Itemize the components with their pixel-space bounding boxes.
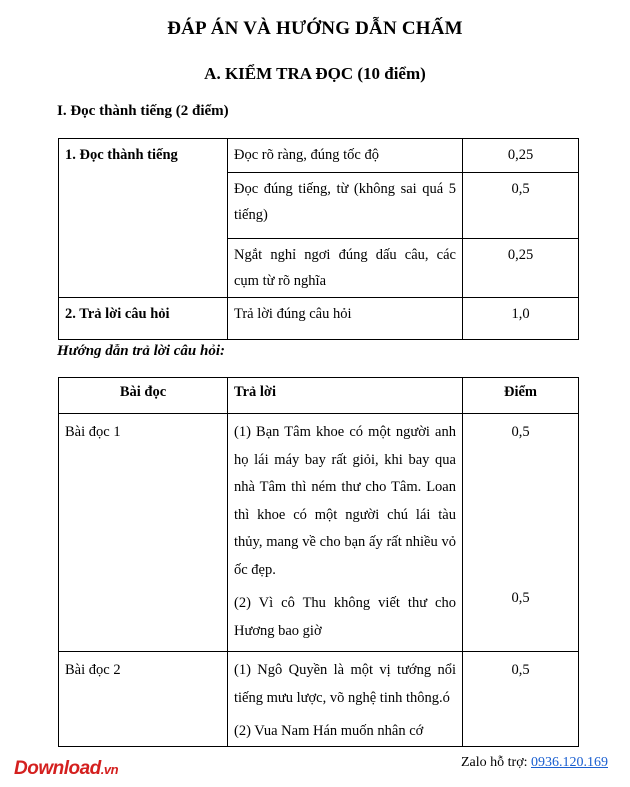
answer-cell: [228, 652, 463, 747]
score-cell: [463, 652, 579, 747]
table-row: [59, 652, 579, 747]
answer-guide-table: [58, 377, 579, 747]
table-row: [59, 298, 579, 340]
header-answer: Trả lời: [228, 378, 463, 414]
zalo-support: [461, 755, 608, 771]
answer-score: 0,5: [511, 589, 530, 606]
logo-main: Download: [14, 758, 101, 779]
table-header-row: [59, 378, 579, 414]
answer-cell: [228, 414, 463, 652]
download-vn-logo[interactable]: [14, 758, 118, 780]
logo-tld: .vn: [100, 762, 119, 777]
description-cell: Ngắt nghỉ ngơi đúng dấu câu, các cụm từ rõ nghĩa: [228, 239, 463, 298]
score-cell: 0,5: [463, 173, 579, 239]
header-reading: Bài đọc: [59, 378, 228, 414]
reading-aloud-table: [58, 138, 579, 340]
score-cell: 1,0: [463, 298, 579, 340]
criterion-cell: 1. Đọc thành tiếng: [59, 139, 228, 298]
table-row: [59, 139, 579, 173]
document-title: ĐÁP ÁN VÀ HƯỚNG DẪN CHẤM: [167, 18, 463, 39]
description-cell: Đọc rõ ràng, đúng tốc độ: [228, 139, 463, 173]
zalo-phone-link[interactable]: 0936.120.169: [531, 755, 608, 770]
document-subtitle: A. KIỂM TRA ĐỌC (10 điểm): [204, 64, 426, 83]
criterion-cell: 2. Trả lời câu hỏi: [59, 298, 228, 340]
score-cell: 0,25: [463, 139, 579, 173]
description-cell: Trả lời đúng câu hỏi: [228, 298, 463, 340]
answer-score: 0,5: [511, 662, 530, 678]
zalo-label: Zalo hỗ trợ:: [461, 755, 531, 770]
answer-text: (1) Ngô Quyền là một vị tướng nổi tiếng mưu lược, võ nghệ tinh thông.ó: [234, 662, 456, 706]
header-score: Điểm: [463, 378, 579, 414]
score-cell: 0,25: [463, 239, 579, 298]
answer-text: (2) Vì cô Thu không viết thư cho Hương bao giờ: [234, 595, 456, 639]
section-heading: I. Đọc thành tiếng (2 điểm): [57, 103, 229, 119]
score-cell: [463, 414, 579, 652]
answer-text: (2) Vua Nam Hán muốn nhân cớ: [234, 723, 424, 739]
reading-cell: Bài đọc 1: [59, 414, 228, 652]
table-row: [59, 414, 579, 652]
answer-text: (1) Bạn Tâm khoe có một người anh họ lái máy bay rất giỏi, khi bay qua nhà Tâm thì ném thư cho Tâm. Loan thì khoe có một người chú lái tàu thủy, mang về cho bạn ấy rất nhiều vỏ ốc đẹp.: [234, 424, 456, 578]
answer-score: 0,5: [511, 424, 530, 440]
reading-cell: Bài đọc 2: [59, 652, 228, 747]
description-cell: Đọc đúng tiếng, từ (không sai quá 5 tiếng): [228, 173, 463, 239]
guide-heading: Hướng dẫn trả lời câu hỏi:: [57, 343, 226, 359]
